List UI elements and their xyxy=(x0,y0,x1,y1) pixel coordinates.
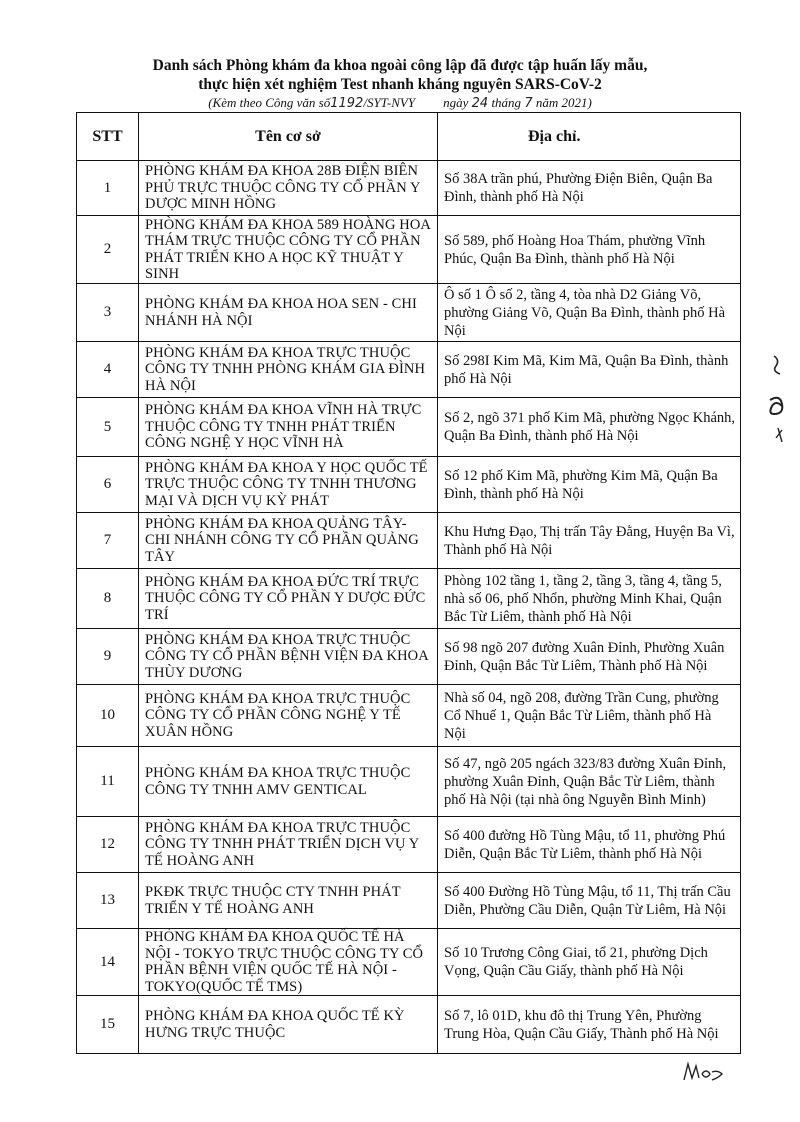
table-row xyxy=(77,873,741,929)
row-address: Số 98 ngõ 207 đường Xuân Đỉnh, Phường Xuân Đỉnh, Quận Bắc Từ Liêm, Thành phố Hà Nội xyxy=(438,629,741,685)
subtitle-month: 7 xyxy=(524,96,533,111)
row-address: Số 10 Trương Công Giai, tổ 21, phường Dịch Vọng, Quận Cầu Giấy, thành phố Hà Nội xyxy=(438,929,741,996)
table-row xyxy=(77,685,741,747)
row-stt: 11 xyxy=(77,747,139,817)
row-address: Số 400 Đường Hồ Tùng Mậu, tổ 11, Thị trấn Cầu Diễn, Phường Cầu Diễn, Quận Từ Liêm, Hà Nội xyxy=(438,873,741,929)
subtitle-day-label: ngày xyxy=(443,95,469,110)
row-name: PHÒNG KHÁM ĐA KHOA TRỰC THUỘC CÔNG TY CỔ PHẦN CÔNG NGHỆ Y TẾ XUÂN HỒNG xyxy=(139,685,438,747)
table-row xyxy=(77,747,741,817)
subtitle-prefix: (Kèm theo Công văn số xyxy=(208,95,331,110)
row-name: PKĐK TRỰC THUỘC CTY TNHH PHÁT TRIỂN Y TẾ HOÀNG ANH xyxy=(139,873,438,929)
clinic-table xyxy=(76,112,741,1054)
row-stt: 7 xyxy=(77,513,139,569)
row-name: PHÒNG KHÁM ĐA KHOA TRỰC THUỘC CÔNG TY TNHH AMV GENTICAL xyxy=(139,747,438,817)
row-name: PHÒNG KHÁM ĐA KHOA VĨNH HÀ TRỰC THUỘC CÔNG TY TNHH PHÁT TRIỂN CÔNG NGHỆ Y HỌC VĨNH HÀ xyxy=(139,398,438,457)
row-name: PHÒNG KHÁM ĐA KHOA 28B ĐIỆN BIÊN PHỦ TRỰC THUỘC CÔNG TY CỔ PHẦN Y DƯỢC MINH HỒNG xyxy=(139,161,438,216)
table-row xyxy=(77,216,741,284)
margin-handwriting-icon xyxy=(760,350,800,470)
document-title-line1: Danh sách Phòng khám đa khoa ngoài công lập đã được tập huấn lấy mẫu, xyxy=(152,57,648,74)
table-row xyxy=(77,342,741,398)
row-address: Phòng 102 tầng 1, tầng 2, tầng 3, tầng 4, tầng 5, nhà số 06, phố Nhổn, phường Minh Khai, Quận Bắc Từ Liêm, thành phố Hà Nội xyxy=(438,569,741,629)
header-name: Tên cơ sở xyxy=(139,113,438,161)
table-row xyxy=(77,817,741,873)
table-row xyxy=(77,161,741,216)
handwritten-initials-icon xyxy=(680,1056,730,1086)
row-address: Số 2, ngõ 371 phố Kim Mã, phường Ngọc Khánh, Quận Ba Đình, thành phố Hà Nội xyxy=(438,398,741,457)
row-stt: 6 xyxy=(77,457,139,513)
subtitle-year: năm 2021) xyxy=(535,95,592,110)
row-stt: 12 xyxy=(77,817,139,873)
row-address: Số 298I Kim Mã, Kim Mã, Quận Ba Đình, thành phố Hà Nội xyxy=(438,342,741,398)
row-stt: 15 xyxy=(77,996,139,1054)
row-stt: 9 xyxy=(77,629,139,685)
row-stt: 14 xyxy=(77,929,139,996)
subtitle-day: 24 xyxy=(471,96,489,111)
row-stt: 10 xyxy=(77,685,139,747)
row-name: PHÒNG KHÁM ĐA KHOA ĐỨC TRÍ TRỰC THUỘC CÔNG TY CỔ PHẦN Y DƯỢC ĐỨC TRÍ xyxy=(139,569,438,629)
row-name: PHÒNG KHÁM ĐA KHOA TRỰC THUỘC CÔNG TY TNHH PHÒNG KHÁM GIA ĐÌNH HÀ NỘI xyxy=(139,342,438,398)
document-header xyxy=(0,56,800,112)
subtitle-month-label: tháng xyxy=(491,95,522,110)
document-subtitle xyxy=(0,95,800,112)
row-address: Số 589, phố Hoàng Hoa Thám, phường Vĩnh Phúc, Quận Ba Đình, thành phố Hà Nội xyxy=(438,216,741,284)
row-stt: 1 xyxy=(77,161,139,216)
row-stt: 8 xyxy=(77,569,139,629)
row-stt: 4 xyxy=(77,342,139,398)
header-stt: STT xyxy=(77,113,139,161)
table-body xyxy=(77,161,741,1054)
table-row xyxy=(77,629,741,685)
table-row xyxy=(77,284,741,342)
subtitle-number: 1192 xyxy=(330,96,364,111)
row-address: Ô số 1 Ô số 2, tầng 4, tòa nhà D2 Giảng Võ, phường Giảng Võ, Quận Ba Đình, thành phố Hà Nội xyxy=(438,284,741,342)
row-address: Số 400 đường Hồ Tùng Mậu, tổ 11, phường Phú Diễn, Quận Bắc Từ Liêm, thành phố Hà Nội xyxy=(438,817,741,873)
row-address: Nhà số 04, ngõ 208, đường Trần Cung, phường Cổ Nhuế 1, Quận Bắc Từ Liêm, thành phố Hà Nội xyxy=(438,685,741,747)
row-address: Số 12 phố Kim Mã, phường Kim Mã, Quận Ba Đình, thành phố Hà Nội xyxy=(438,457,741,513)
row-stt: 13 xyxy=(77,873,139,929)
table-row xyxy=(77,996,741,1054)
table-row xyxy=(77,569,741,629)
table-row xyxy=(77,929,741,996)
row-stt: 5 xyxy=(77,398,139,457)
table-row xyxy=(77,457,741,513)
subtitle-code: /SYT-NVY xyxy=(363,95,416,110)
row-address: Số 38A trần phú, Phường Điện Biên, Quận Ba Đình, thành phố Hà Nội xyxy=(438,161,741,216)
row-name: PHÒNG KHÁM ĐA KHOA QUỐC TẾ HÀ NỘI - TOKYO TRỰC THUỘC CÔNG TY CỔ PHẦN BỆNH VIỆN QUỐC TẾ HÀ NỘI - TOKYO(QUỐC TẾ TMS) xyxy=(139,929,438,996)
row-name: PHÒNG KHÁM ĐA KHOA QUỐC TẾ KỲ HƯNG TRỰC THUỘC xyxy=(139,996,438,1054)
row-name: PHÒNG KHÁM ĐA KHOA TRỰC THUỘC CÔNG TY CỔ PHẦN BỆNH VIỆN ĐA KHOA THÙY DƯƠNG xyxy=(139,629,438,685)
row-name: PHÒNG KHÁM ĐA KHOA HOA SEN - CHI NHÁNH HÀ NỘI xyxy=(139,284,438,342)
row-address: Số 47, ngõ 205 ngách 323/83 đường Xuân Đỉnh, phường Xuân Đỉnh, Quận Bắc Từ Liêm, thành phố Hà Nội (tại nhà ông Nguyễn Bình Minh) xyxy=(438,747,741,817)
row-name: PHÒNG KHÁM ĐA KHOA 589 HOÀNG HOA THÁM TRỰC THUỘC CÔNG TY CỔ PHẦN PHÁT TRIỂN KHO A HỌC KỸ THUẬT Y SINH xyxy=(139,216,438,284)
table-header-row xyxy=(77,113,741,161)
row-name: PHÒNG KHÁM ĐA KHOA TRỰC THUỘC CÔNG TY TNHH PHÁT TRIỂN DỊCH VỤ Y TẾ HOÀNG ANH xyxy=(139,817,438,873)
row-address: Khu Hưng Đạo, Thị trấn Tây Đằng, Huyện Ba Vì, Thành phố Hà Nội xyxy=(438,513,741,569)
table-row xyxy=(77,513,741,569)
table-row xyxy=(77,398,741,457)
document-title-line2: thực hiện xét nghiệm Test nhanh kháng nguyên SARS-CoV-2 xyxy=(198,76,602,93)
row-name: PHÒNG KHÁM ĐA KHOA QUẢNG TÂY- CHI NHÁNH CÔNG TY CỔ PHẦN QUẢNG TÂY xyxy=(139,513,438,569)
row-name: PHÒNG KHÁM ĐA KHOA Y HỌC QUỐC TẾ TRỰC THUỘC CÔNG TY TNHH THƯƠNG MẠI VÀ DỊCH VỤ KỲ PHÁT xyxy=(139,457,438,513)
row-stt: 3 xyxy=(77,284,139,342)
header-address: Địa chỉ. xyxy=(438,113,741,161)
row-stt: 2 xyxy=(77,216,139,284)
row-address: Số 7, lô 01D, khu đô thị Trung Yên, Phường Trung Hòa, Quận Cầu Giấy, Thành phố Hà Nội xyxy=(438,996,741,1054)
